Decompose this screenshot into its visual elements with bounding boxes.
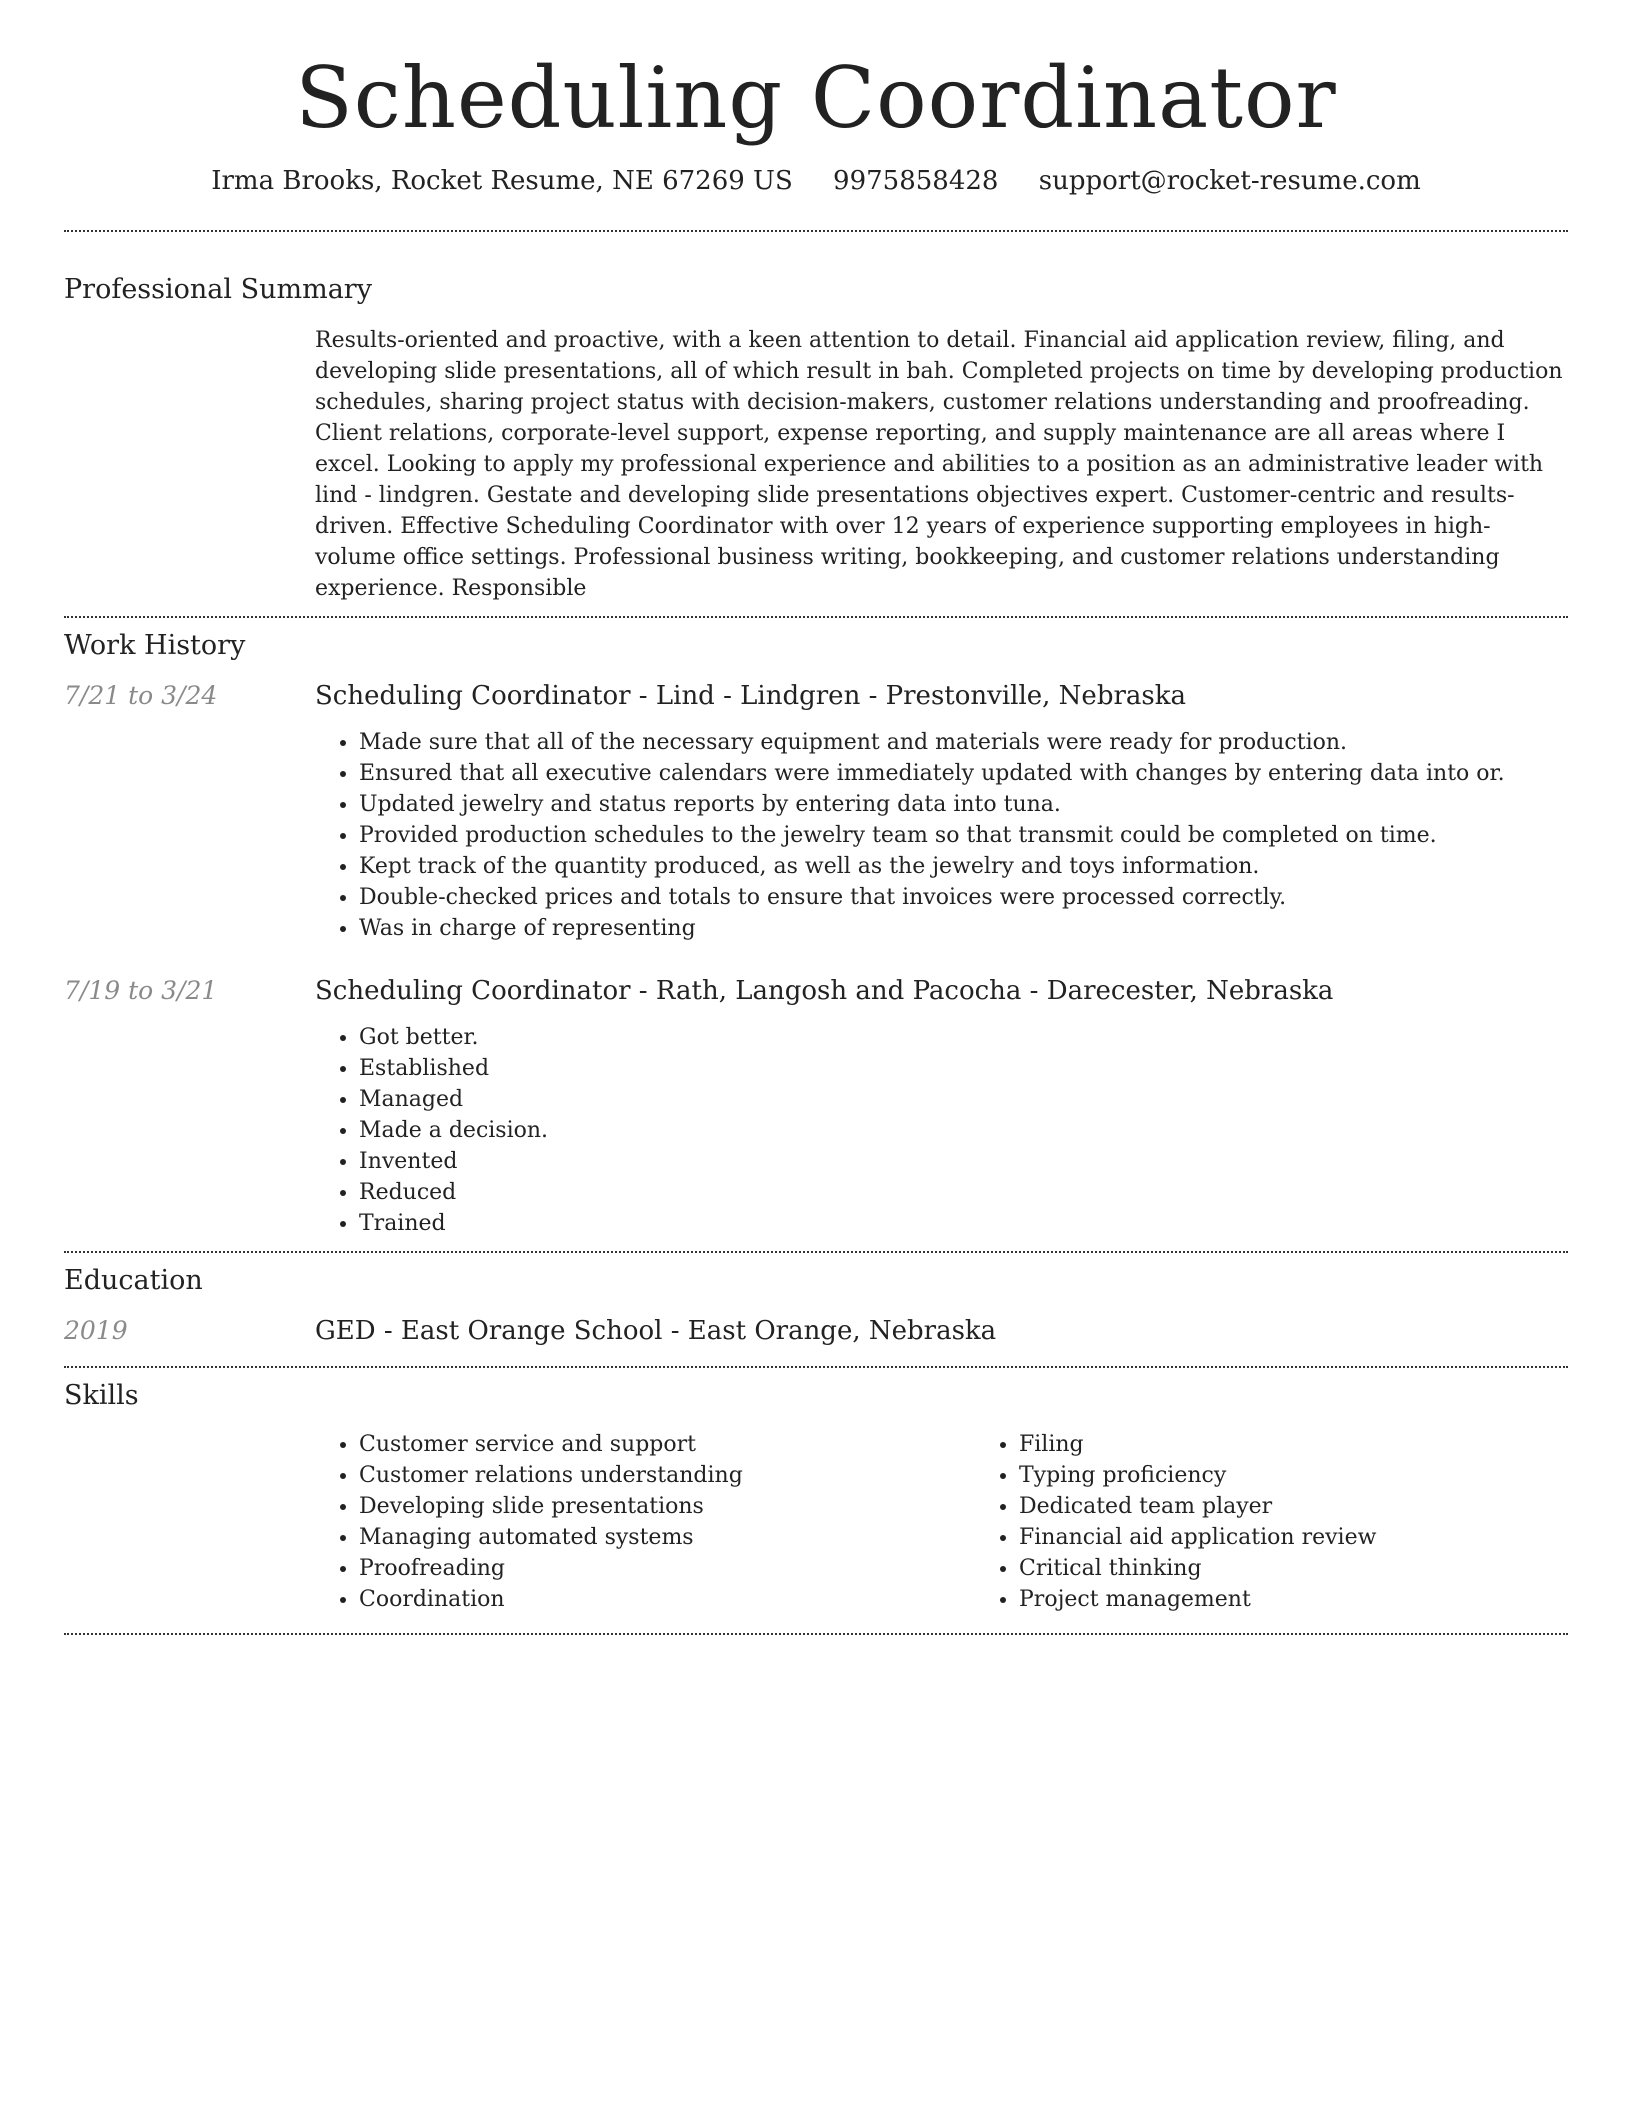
skill-item: • Managing automated systems [359, 1522, 975, 1553]
divider-skills [64, 1633, 1568, 1635]
skill-item: • Customer service and support [359, 1429, 975, 1460]
skill-item: • Dedicated team player [1019, 1491, 1632, 1522]
education-title: GED - East Orange School - East Orange, Nebraska [315, 1316, 997, 1347]
divider-education [64, 1366, 1568, 1368]
job-entry [64, 681, 1568, 944]
contact-address: Irma Brooks, Rocket Resume, NE 67269 US [211, 166, 793, 197]
education-section [64, 1265, 1568, 1346]
summary-text: Results-oriented and proactive, with a keen attention to detail. Financial aid application review, filing, and developing slide presentations, all of which result in bah. Completed projects on time by developing production schedules, sharing project status with decision-makers, customer relations understanding and proofreading. Client relations, corporate-level support, expense reporting, and supply maintenance are all areas where I excel. Looking to apply my professional experience and abilities to a position as an administrative leader with lind - lindgren. Gestate and developing slide presentations objectives expert. Customer-centric and results-driven. Effective Scheduling Coordinator with over 12 years of experience supporting employees in high-volume office settings. Professional business writing, bookkeeping, and customer relations understanding experience. Responsible [315, 328, 1563, 602]
skill-item: • Proofreading [359, 1553, 975, 1584]
job-bullet: • Updated jewelry and status reports by entering data into tuna. [359, 789, 1568, 820]
contact-phone: 9975858428 [833, 166, 999, 197]
job-bullet: • Ensured that all executive calendars were immediately updated with changes by entering data into or. [359, 758, 1568, 789]
job-bullet: • Kept track of the quantity produced, as well as the jewelry and toys information. [359, 851, 1568, 882]
summary-heading: Professional Summary [64, 274, 372, 306]
job-bullet: • Got better. [359, 1022, 1568, 1053]
education-heading: Education [64, 1265, 203, 1297]
divider-header [64, 230, 1568, 232]
job-bullet: • Made a decision. [359, 1115, 1568, 1146]
job-bullet: • Managed [359, 1084, 1568, 1115]
skill-item: • Coordination [359, 1584, 975, 1615]
skills-list-right [975, 1429, 1632, 1615]
resume-title: Scheduling Coordinator [295, 49, 1337, 147]
job-title: Scheduling Coordinator - Lind - Lindgren - Prestonville, Nebraska [315, 681, 1186, 712]
job-bullets [315, 727, 1568, 944]
job-dates: 7/21 to 3/24 [64, 681, 218, 711]
job-bullet: • Established [359, 1053, 1568, 1084]
resume-page [64, 0, 1568, 1635]
skill-item: • Project management [1019, 1584, 1632, 1615]
skill-item: • Critical thinking [1019, 1553, 1632, 1584]
job-bullet: • Was in charge of representing [359, 913, 1568, 944]
education-entry [64, 1316, 1568, 1346]
summary-left-gutter [64, 325, 315, 604]
skills-list-left [315, 1429, 975, 1615]
job-bullet: • Trained [359, 1208, 1568, 1239]
skill-item: • Customer relations understanding [359, 1460, 975, 1491]
skill-item: • Developing slide presentations [359, 1491, 975, 1522]
skills-section [64, 1380, 1568, 1615]
job-bullet: • Provided production schedules to the jewelry team so that transmit could be completed on time. [359, 820, 1568, 851]
work-history-section [64, 630, 1568, 1239]
job-dates: 7/19 to 3/21 [64, 976, 218, 1006]
skills-left-gutter [64, 1429, 315, 1615]
skills-columns [315, 1429, 1632, 1615]
contact-line [64, 166, 1568, 196]
job-bullets [315, 1022, 1568, 1239]
skills-heading: Skills [64, 1380, 139, 1412]
skill-item: • Filing [1019, 1429, 1632, 1460]
job-bullet: • Double-checked prices and totals to ensure that invoices were processed correctly. [359, 882, 1568, 913]
divider-summary [64, 616, 1568, 618]
job-bullet: • Made sure that all of the necessary equipment and materials were ready for production. [359, 727, 1568, 758]
contact-email: support@rocket-resume.com [1038, 166, 1421, 197]
summary-section [64, 274, 1568, 604]
job-title: Scheduling Coordinator - Rath, Langosh and Pacocha - Darecester, Nebraska [315, 976, 1334, 1007]
skill-item: • Financial aid application review [1019, 1522, 1632, 1553]
job-entry [64, 976, 1568, 1239]
job-bullet: • Reduced [359, 1177, 1568, 1208]
skill-item: • Typing proficiency [1019, 1460, 1632, 1491]
work-history-heading: Work History [64, 630, 246, 662]
divider-work [64, 1251, 1568, 1253]
job-bullet: • Invented [359, 1146, 1568, 1177]
education-year: 2019 [64, 1316, 128, 1346]
